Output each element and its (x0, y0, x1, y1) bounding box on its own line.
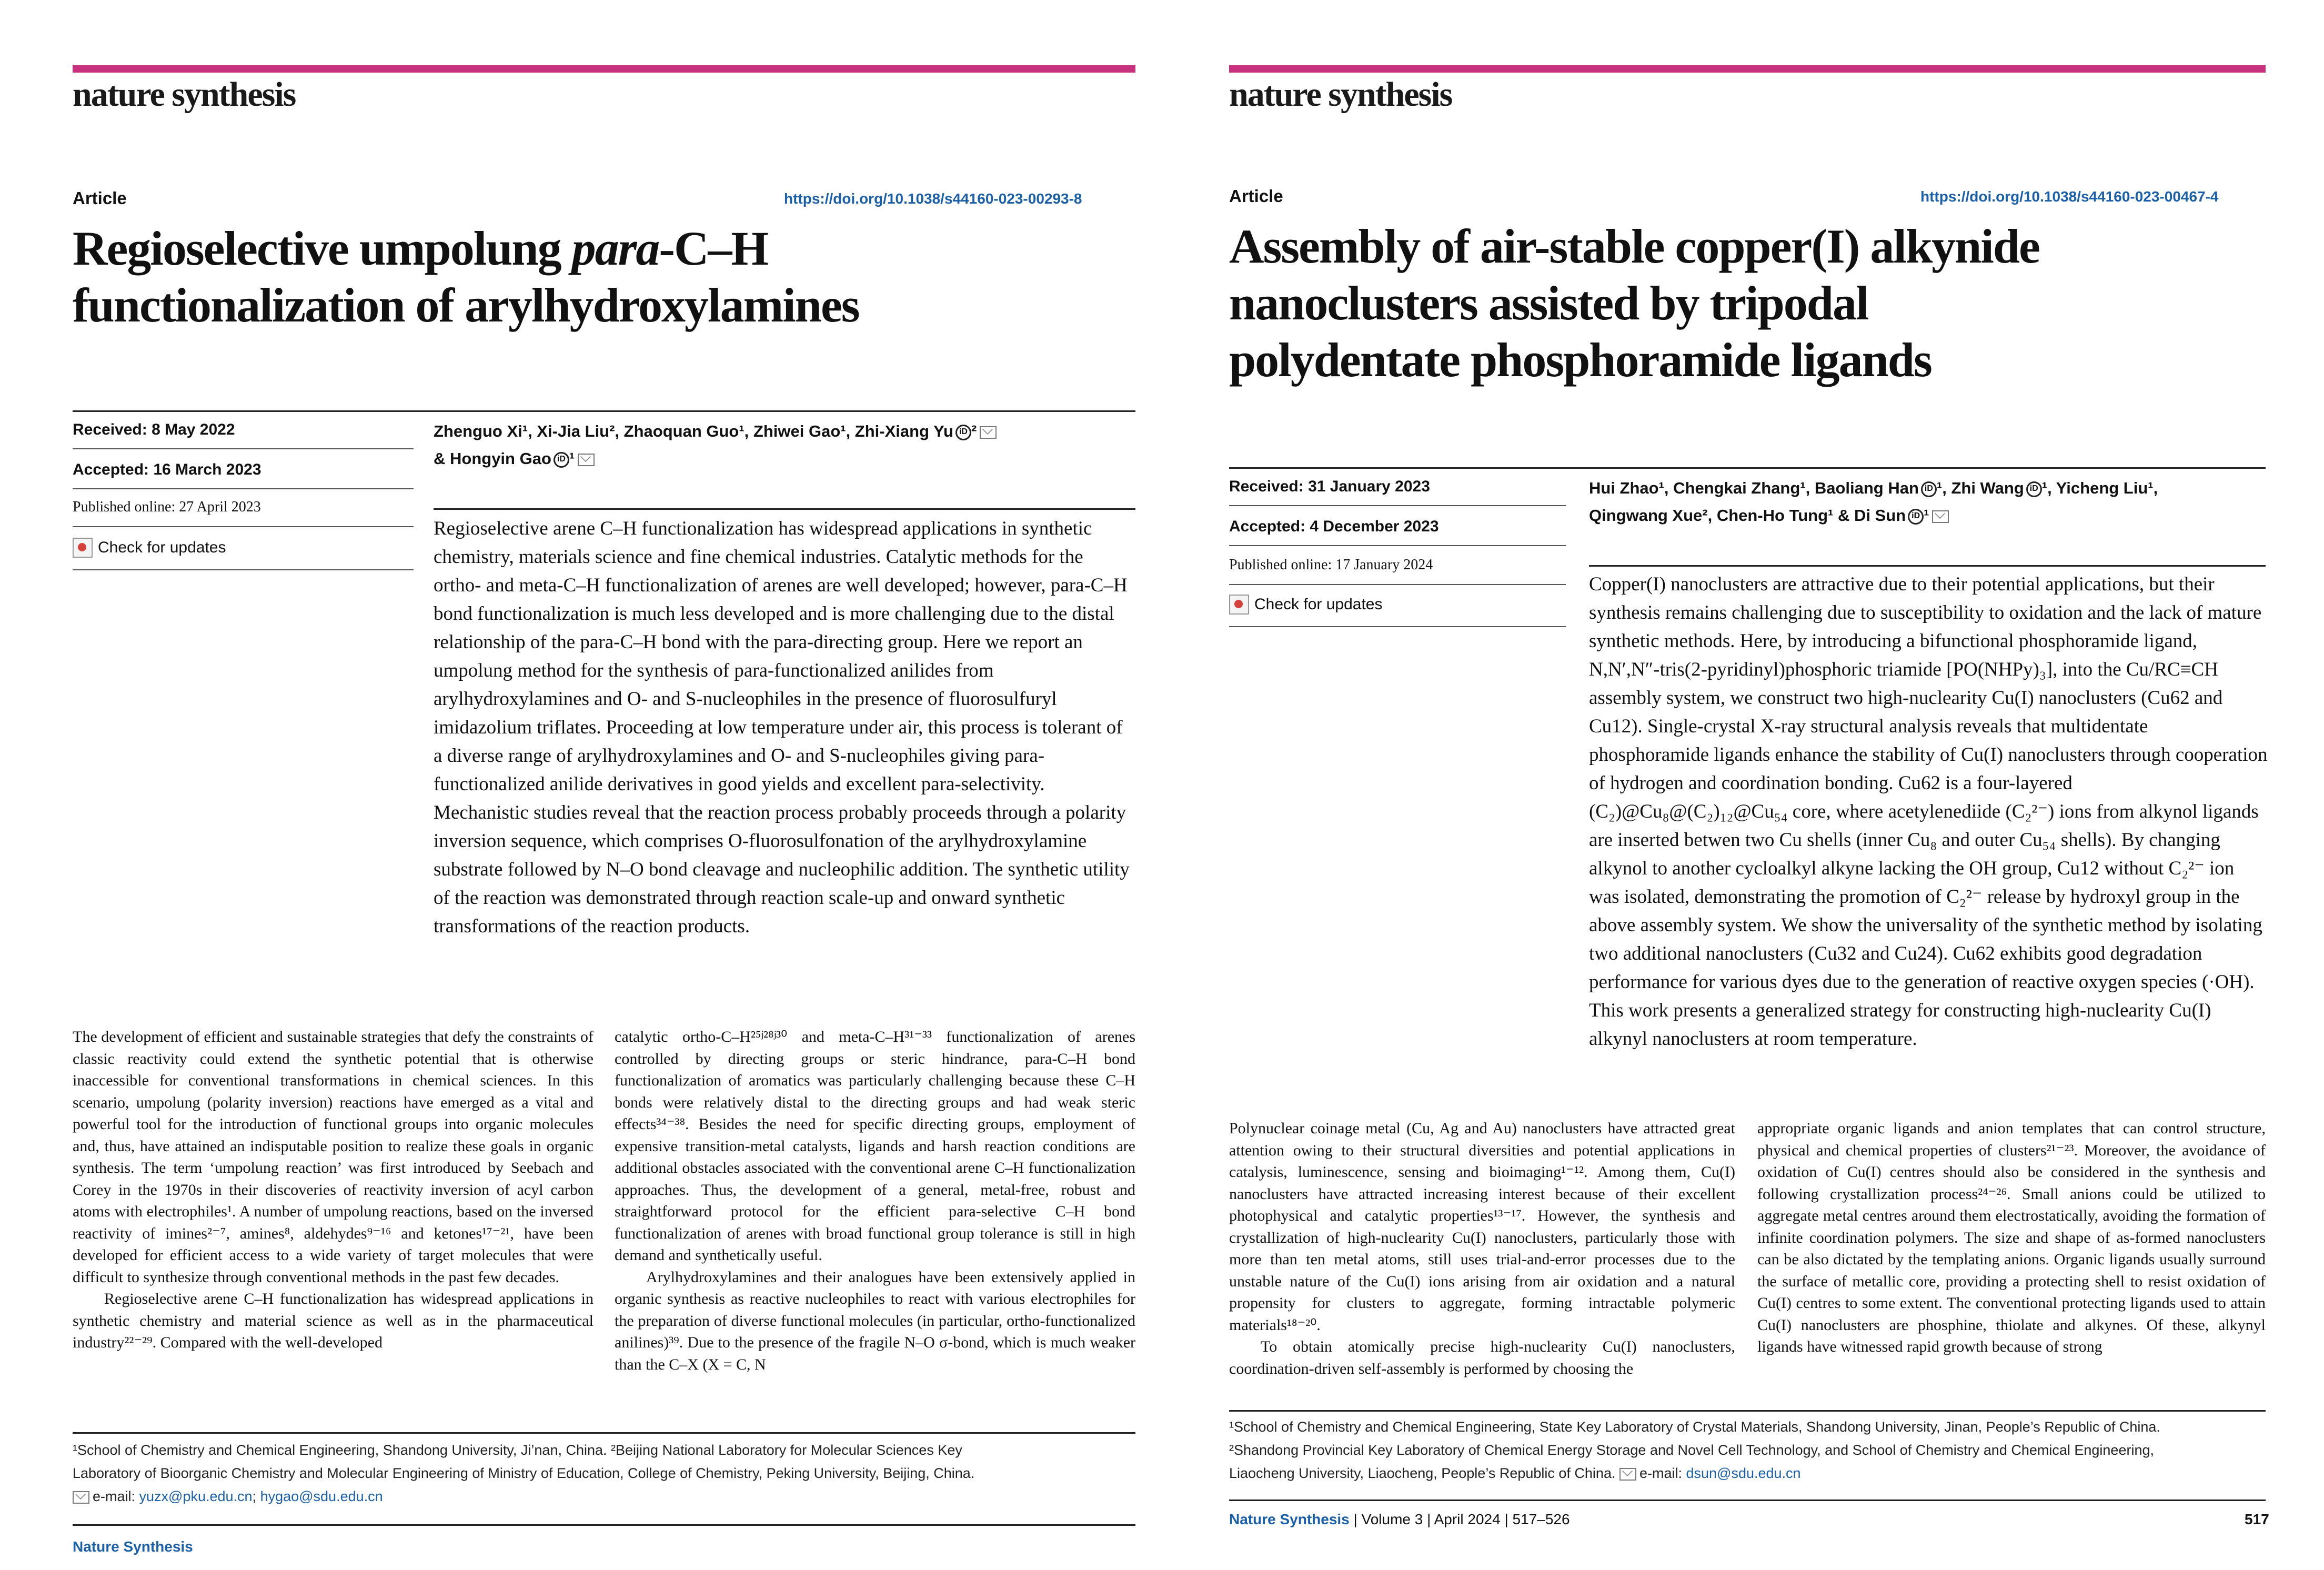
author-list (434, 418, 1139, 472)
footer-journal[interactable]: Nature Synthesis (1229, 1511, 1350, 1527)
body-column-2 (1757, 1118, 2266, 1358)
body-paragraph: catalytic ortho-C–H²⁵ʲ²⁸ʲ³⁰ and meta-C–H³¹⁻³³ functionalization of arenes controlled by directing groups or steric hindrance, para-C–H bond functionalization of aromatics was particularly challenging because these C–H bonds were relatively distal to the directing groups and had weak steric effects³⁴⁻³⁸. Besides the need for specific directing groups, employment of expensive transition-metal catalysts, ligands and harsh reaction conditions are additional obstacles associated with the conventional arene C–H functionalization approaches. Thus, the development of a general, metal-free, robust and straightforward protocol for the efficient para-selective C–H bond functionalization of arenes with broad functional group tolerance is still in high demand and synthetically useful. (615, 1028, 1135, 1264)
received-date: Received: 31 January 2023 (1229, 478, 1430, 495)
email-icon[interactable] (578, 454, 595, 466)
email-icon (1619, 1468, 1636, 1481)
meta-rule (73, 488, 414, 489)
body-column-1 (73, 1026, 593, 1354)
check-for-updates-button[interactable] (73, 538, 226, 558)
footnote-line: ²Shandong Provincial Key Laboratory of Chemical Energy Storage and Novel Cell Technology, and School of Chemistry and Chemical Engineering, (1229, 1442, 2154, 1458)
email-link[interactable]: hygao@sdu.edu.cn (260, 1488, 383, 1504)
meta-rule (1229, 626, 1566, 627)
orcid-icon[interactable]: iD (955, 425, 971, 440)
authors-line: Qingwang Xue², Chen-Ho Tung¹ & Di Sun (1589, 506, 1906, 525)
check-for-updates-button[interactable] (1229, 595, 1382, 615)
page-number: 517 (2245, 1511, 2269, 1527)
article-type-label: Article (73, 188, 127, 208)
right-article-page (1176, 0, 2324, 1570)
meta-rule (1229, 545, 1566, 546)
meta-rule (1229, 505, 1566, 506)
check-updates-label: Check for updates (98, 539, 226, 556)
abstract-text: Regioselective arene C–H functionalization has widespread applications in synthetic chemistry, materials science and fine chemical industries. Catalytic methods for the ortho- and meta-C–H functionalization of arenes are well developed; however, para-C–H bond functionalization is much less developed and is more challenging due to the distal relationship of the para-C–H bond with the para-directing group. Here we report an umpolung method for the synthesis of para-functionalized anilides from arylhydroxylamines and O- and S-nucleophiles in the presence of fluorosulfuryl imidazolium triflates. Proceeding at low temperature under air, this process is tolerant of a diverse range of arylhydroxylamines and O- and S-nucleophiles giving para-functionalized anilide derivatives in good yields and excellent para-selectivity. Mechanistic studies reveal that the reaction process probably proceeds through a polarity inversion sequence, which comprises O-fluorosulfonation of the arylhydroxylamine substrate followed by N–O bond cleavage and nucleophilic addition. The synthetic utility of the reaction was demonstrated through reaction scale-up and onward synthetic transformations of the reaction products. (434, 518, 1130, 937)
authors-line: & Hongyin Gao (434, 449, 551, 468)
authors-line: ¹, Yicheng Liu¹, (2041, 479, 2158, 497)
affiliation-footnotes (73, 1438, 1141, 1508)
check-updates-icon (73, 538, 93, 558)
journal-accent-bar (73, 65, 1135, 73)
title-part: Regioselective umpolung (73, 222, 572, 275)
body-paragraph: Regioselective arene C–H functionalization has widespread applications in synthetic chemistry and material science as well as in the pharmaceutical industry²²⁻²⁹. Compared with the well-developed (73, 1290, 593, 1351)
accepted-date: Accepted: 4 December 2023 (1229, 518, 1439, 535)
article-type-label: Article (1229, 186, 1283, 206)
email-icon[interactable] (1932, 510, 1949, 523)
email-separator: ; (252, 1488, 260, 1504)
footer-rule (73, 1524, 1135, 1526)
title-line: nanoclusters assisted by tripodal (1229, 276, 1868, 330)
author-affil-sup: ¹ (1924, 506, 1929, 525)
footnote-rule (73, 1432, 1135, 1434)
check-updates-icon (1229, 595, 1249, 615)
orcid-icon[interactable]: iD (1921, 481, 1937, 497)
meta-rule (1229, 584, 1566, 585)
footer-citation (1229, 1511, 1570, 1528)
journal-name: nature synthesis (1229, 75, 1452, 114)
meta-rule (73, 448, 414, 449)
abstract-text: Copper(I) nanoclusters are attractive due to their potential applications, but their synthesis remains challenging due to susceptibility to oxidation and the lack of mature synthetic methods. Here, by introducing a bifunctional phosphoramide ligand, N,N′,N″-tris(2-pyridinyl)phosphoric triamide [PO(NHPy)₃], into the Cu/RC≡CH assembly system, we construct two high-nuclearity Cu(I) nanoclusters (Cu62 and Cu12). Single-crystal X-ray structural analysis reveals that multidentate phosphoramide ligands enhance the stability of Cu(I) nanoclusters through cooperation of hydrogen and coordination bonding. Cu62 is a four-layered (C₂)@Cu₈@(C₂)₁₂@Cu₅₄ core, where acetylenediide (C₂²⁻) ions from alkynol ligands are inserted betwen two Cu shells (inner Cu₈ and outer Cu₅₄ shells). By changing alkynol to another cycloalkyl alkyne lacking the OH group, Cu12 without C₂²⁻ ion was isolated, demonstrating the promotion of C₂²⁻ release by hydroxyl group in the above assembly system. We show the universality of the synthetic method by isolating two additional nanoclusters (Cu32 and Cu24). Cu62 exhibits good degradation performance for various dyes due to the generation of reactive oxygen species (·OH). This work presents a generalized strategy for constructing high-nuclearity Cu(I) alkynyl nanoclusters at room temperature. (1589, 573, 2268, 1050)
footnote-rule (1229, 1410, 2266, 1412)
authors-line: Hui Zhao¹, Chengkai Zhang¹, Baoliang Han (1589, 479, 1919, 497)
orcid-icon[interactable]: iD (1908, 509, 1924, 525)
email-link[interactable]: dsun@sdu.edu.cn (1686, 1465, 1801, 1481)
footnote-email-line (1229, 1462, 2276, 1485)
body-paragraph: Polynuclear coinage metal (Cu, Ag and Au) nanoclusters have attracted great attention owing to their structural diversities and potential applications in catalysis, luminescence, sensing and bioimaging¹⁻¹². Among them, Cu(I) nanoclusters have attracted increasing interest because of their excellent photophysical and catalytic properties¹³⁻¹⁷. However, the synthesis and crystallization of high-nuclearity Cu(I) nanoclusters, particularly those with more than ten metal atoms, still uses trial-and-error processes due to the unstable nature of the Cu(I) ions arising from air oxidation and a natural propensity for clusters to aggregate, forming intractable polymeric materials¹⁸⁻²⁰. (1229, 1120, 1735, 1334)
accepted-date: Accepted: 16 March 2023 (73, 461, 261, 478)
author-affil-sup: ¹ (569, 449, 575, 468)
footer-journal[interactable]: Nature Synthesis (73, 1538, 193, 1555)
body-paragraph: The development of efficient and sustainable strategies that defy the constraints of classic reactivity could extend the synthetic potential that is otherwise inaccessible for conventional transformations in chemical sciences. In this scenario, umpolung (polarity inversion) reactions have emerged as a vital and powerful tool for the introduction of functional groups into organic molecules and, thus, have attained an indisputable position to realize these goals in organic synthesis. The term ‘umpolung reaction’ was first introduced by Seebach and Corey in the 1970s in their discoveries of reactivity inversion of acyl carbon atoms with electrophiles¹. A number of umpolung reactions, based on the inversed reactivity of imines²⁻⁷, amines⁸, aldehydes⁹⁻¹⁶ and ketones¹⁷⁻²¹, have been developed for efficient access to a wide variety of target molecules that were difficult to synthesize through conventional methods in the past few decades. (73, 1028, 593, 1286)
email-icon[interactable] (980, 426, 997, 439)
footnote-email-line (73, 1485, 1141, 1508)
footnote-line: ¹School of Chemistry and Chemical Engineering, State Key Laboratory of Crystal Materials, Shandong University, Jinan, People’s Republic of China. (1229, 1419, 2160, 1435)
article-title (73, 220, 1151, 334)
meta-rule (73, 526, 414, 527)
footnote-line: Liaocheng University, Liaocheng, People’s Republic of China. (1229, 1465, 1616, 1481)
footnote-line: Laboratory of Bioorganic Chemistry and Molecular Engineering of Ministry of Education, College of Chemistry, Peking University, Beijing, China. (73, 1465, 975, 1481)
published-date: Published online: 17 January 2024 (1229, 557, 1433, 573)
check-updates-label: Check for updates (1254, 596, 1383, 613)
received-date: Received: 8 May 2022 (73, 421, 235, 438)
title-part: -C–H (659, 222, 768, 275)
email-icon (73, 1491, 89, 1504)
body-column-2 (615, 1026, 1135, 1375)
authors-line: ¹, Zhi Wang (1936, 479, 2024, 497)
title-italic-part: para (571, 222, 659, 275)
body-paragraph: To obtain atomically precise high-nuclearity Cu(I) nanoclusters, coordination-driven self-assembly is performed by choosing the (1229, 1338, 1735, 1377)
email-label: e-mail: (1639, 1465, 1686, 1481)
orcid-icon[interactable]: iD (554, 452, 569, 468)
footer-volume-info: | Volume 3 | April 2024 | 517–526 (1349, 1511, 1570, 1527)
footer-rule (1229, 1499, 2266, 1501)
body-paragraph: Arylhydroxylamines and their analogues have been extensively applied in organic synthesis as reactive nucleophiles to react with various electrophiles for the preparation of diverse functional molecules (in particular, ortho-functionalized anilines)³⁹. Due to the presence of the fragile N–O σ-bond, which is much weaker than the C–X (X = C, N (615, 1268, 1135, 1373)
header-rule (1229, 467, 2266, 469)
orcid-icon[interactable]: iD (2026, 481, 2042, 497)
abstract-rule (1589, 565, 2266, 567)
doi-link[interactable]: https://doi.org/10.1038/s44160-023-00467-4 (1920, 188, 2219, 205)
affiliation-footnotes (1229, 1415, 2276, 1485)
article-title (1229, 218, 2281, 388)
title-line: Assembly of air-stable copper(I) alkynide (1229, 219, 2039, 273)
email-label: e-mail: (93, 1488, 139, 1504)
title-line: polydentate phosphoramide ligands (1229, 333, 1931, 387)
header-rule (73, 410, 1135, 412)
footnote-line: ¹School of Chemistry and Chemical Engineering, Shandong University, Ji’nan, China. ²Beijing National Laboratory for Molecular Sciences Key (73, 1442, 962, 1458)
body-column-1 (1229, 1118, 1735, 1380)
author-affil-sup: ² (971, 422, 977, 440)
doi-link[interactable]: https://doi.org/10.1038/s44160-023-00293-8 (784, 190, 1082, 207)
email-link[interactable]: yuzx@pku.edu.cn (139, 1488, 253, 1504)
journal-name: nature synthesis (73, 75, 296, 114)
abstract-rule (434, 508, 1135, 510)
meta-rule (73, 569, 414, 570)
journal-accent-bar (1229, 65, 2266, 73)
body-paragraph: appropriate organic ligands and anion templates that can control structure, physical and chemical properties of clusters²¹⁻²³. Moreover, the avoidance of oxidation of Cu(I) centres should also be considered in the synthesis and following crystallization process²⁴⁻²⁶. Small anions could be utilized to aggregate metal centres around them electrostatically, avoiding the formation of infinite coordination polymers. The size and shape of as-formed nanoclusters can be also dictated by the templating anions. Organic ligands usually surround the surface of metallic core, providing a protecting shell to resist oxidation of Cu(I) centres to some extent. The conventional protecting ligands used to attain Cu(I) nanoclusters are phosphine, thiolate and alkynes. Of these, alkynyl ligands have witnessed rapid growth because of strong (1757, 1120, 2266, 1355)
authors-line: Zhenguo Xi¹, Xi-Jia Liu², Zhaoquan Guo¹, Zhiwei Gao¹, Zhi-Xiang Yu (434, 422, 953, 440)
title-part: functionalization of arylhydroxylamines (73, 278, 859, 332)
published-date: Published online: 27 April 2023 (73, 499, 261, 515)
author-list (1589, 475, 2268, 529)
